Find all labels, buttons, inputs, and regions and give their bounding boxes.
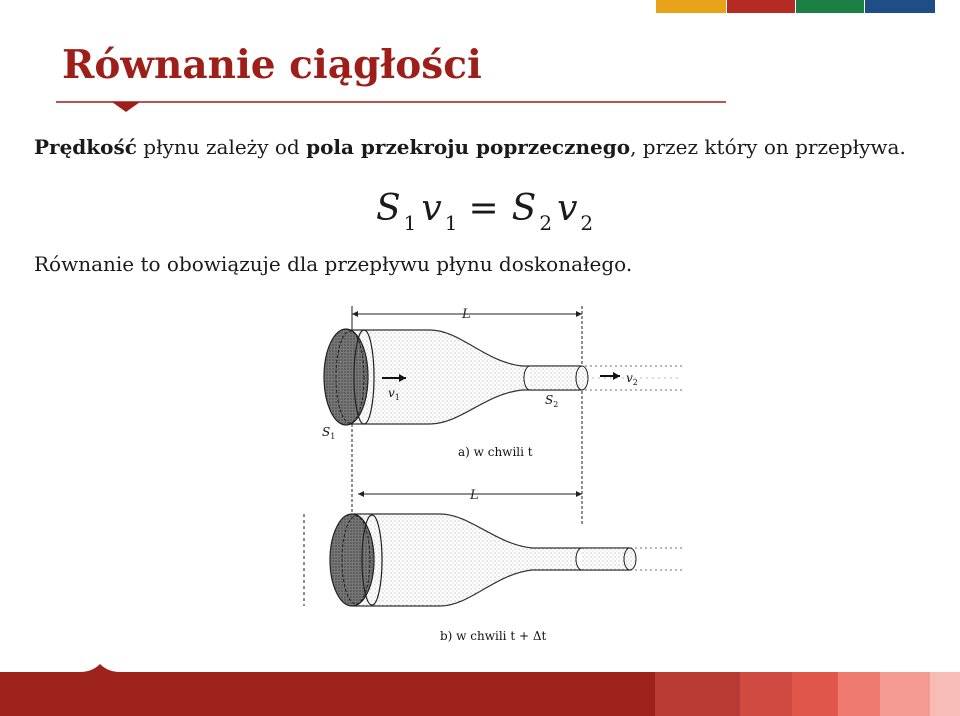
bottom-block-5 — [880, 672, 930, 716]
eq-v1-sub: 1 — [444, 211, 459, 235]
eq-v1: v — [421, 188, 443, 229]
s2-sub: 2 — [553, 400, 559, 409]
s2-label — [545, 393, 558, 409]
caption-a: a) w chwili t — [458, 445, 533, 459]
diagram-a — [322, 306, 682, 528]
v2-sub: 2 — [632, 378, 638, 387]
text-bold-velocity: Prędkość — [34, 135, 137, 159]
bottom-block-3 — [792, 672, 838, 716]
diagram-b — [304, 488, 682, 643]
text-flows: , przez który on przepływa. — [630, 135, 906, 159]
eq-v2: v — [557, 188, 579, 229]
paragraph-ideal-fluid: Równanie to obowiązuje dla przepływu płynu doskonałego. — [34, 252, 633, 276]
topbar-red — [727, 0, 795, 13]
eq-s1-sub: 1 — [403, 211, 418, 235]
pipe-flow-figure — [290, 296, 690, 656]
v2-label — [626, 371, 638, 387]
continuity-equation — [376, 188, 598, 235]
text-depends: płynu zależy od — [136, 135, 307, 159]
bottom-block-6 — [930, 672, 960, 716]
s2-letter: S — [545, 393, 554, 407]
text-bold-cross-section: pola przekroju poprzecznego — [306, 135, 631, 159]
eq-s1: S — [376, 188, 402, 229]
s1-sub: 1 — [330, 432, 336, 441]
title-underline — [56, 0, 736, 120]
slide-title: Równanie ciągłości — [62, 42, 482, 88]
s1-label — [322, 425, 335, 441]
length-label-a: L — [462, 307, 471, 322]
length-label-b: L — [470, 488, 479, 503]
bottom-block-4 — [838, 672, 880, 716]
s1-letter: S — [322, 425, 331, 439]
eq-s2-sub: 2 — [539, 211, 554, 235]
eq-equals: = — [468, 188, 500, 229]
eq-s2: S — [511, 188, 538, 229]
v1-sub: 1 — [394, 393, 400, 402]
bottom-block-1 — [655, 672, 740, 716]
paragraph-velocity — [34, 135, 906, 159]
v2-letter: v — [626, 371, 633, 385]
caption-b: b) w chwili t + Δt — [440, 629, 547, 643]
bottom-block-2 — [740, 672, 792, 716]
eq-v2-sub: 2 — [580, 211, 595, 235]
topbar-green — [796, 0, 864, 13]
bottom-color-bar — [0, 664, 960, 716]
topbar-blue — [865, 0, 935, 13]
v1-letter: v — [388, 386, 395, 400]
